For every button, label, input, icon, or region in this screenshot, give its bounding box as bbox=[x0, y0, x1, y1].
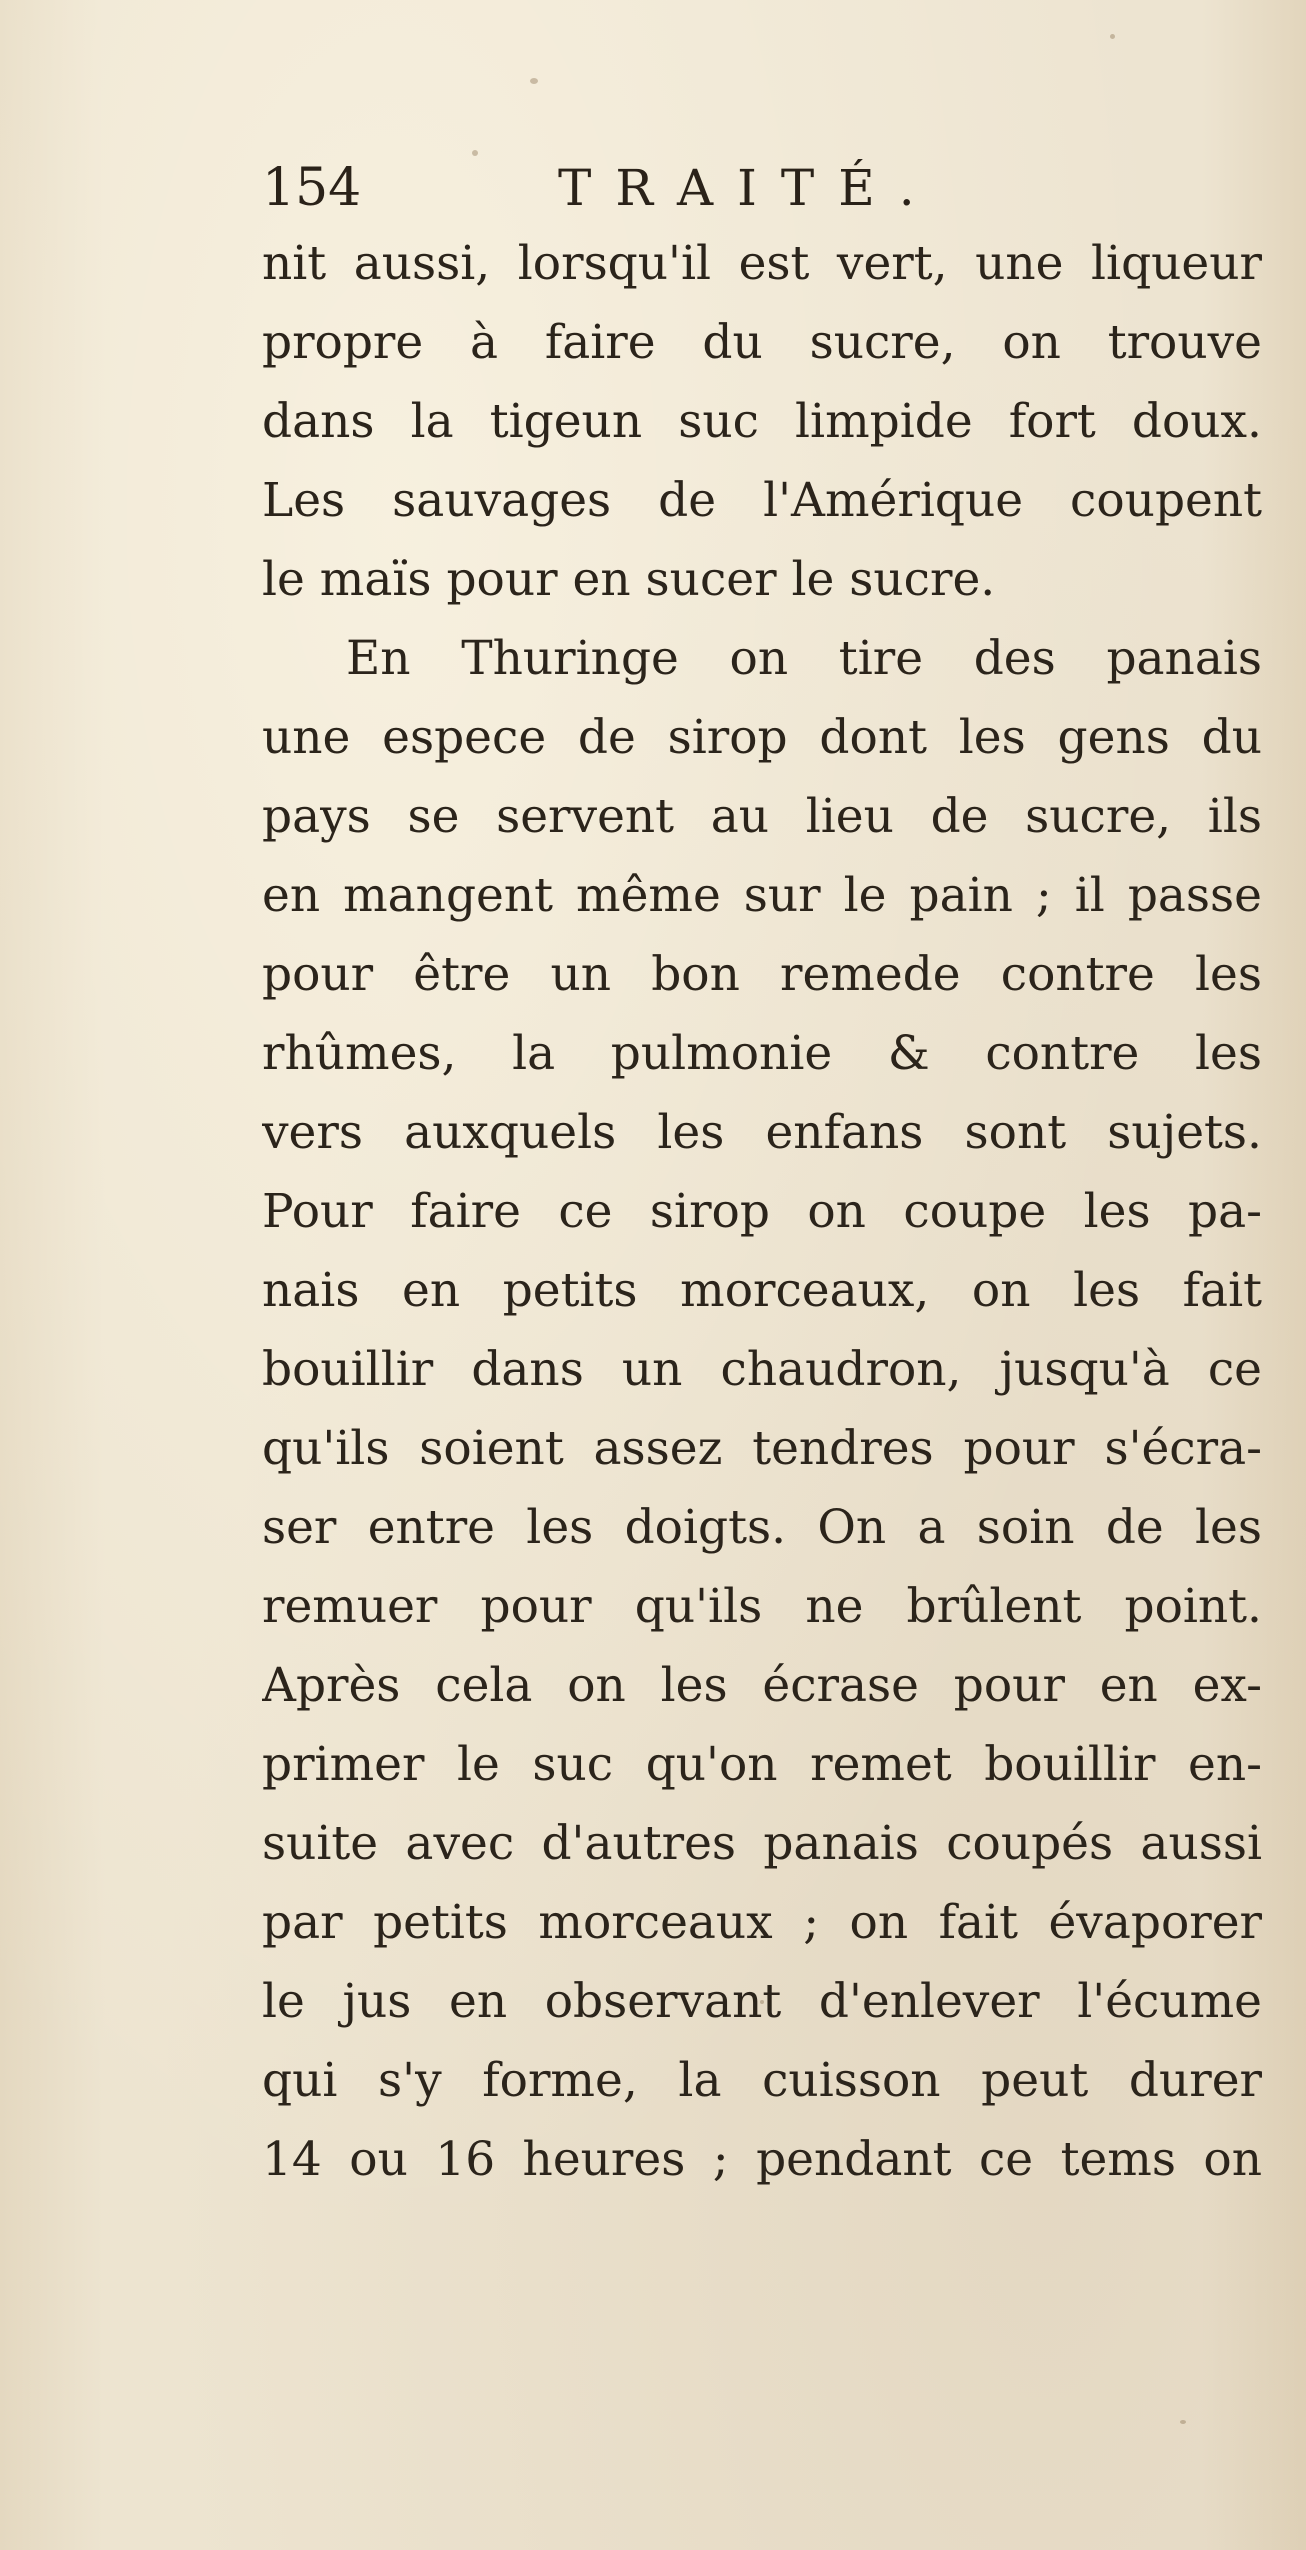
text-line: remuer pour qu'ils ne brûlent point. bbox=[262, 1579, 1262, 1634]
text-line: dans la tigeun suc limpide fort doux. bbox=[262, 394, 1262, 449]
text-line: qui s'y forme, la cuisson peut durer bbox=[262, 2053, 1262, 2108]
text-line: le jus en observant d'enlever l'écume bbox=[262, 1974, 1262, 2029]
text-line: qu'ils soient assez tendres pour s'écra- bbox=[262, 1421, 1262, 1476]
text-line: Pour faire ce sirop on coupe les pa- bbox=[262, 1184, 1262, 1239]
text-line: le maïs pour en sucer le sucre. bbox=[262, 552, 996, 607]
text-line: pays se servent au lieu de sucre, ils bbox=[262, 789, 1262, 844]
text-line: nit aussi, lorsqu'il est vert, une liqueur bbox=[262, 236, 1262, 291]
ink-speck bbox=[530, 78, 538, 84]
text-line: par petits morceaux ; on fait évaporer bbox=[262, 1895, 1262, 1950]
text-line: en mangent même sur le pain ; il passe bbox=[262, 868, 1262, 923]
text-line: une espece de sirop dont les gens du bbox=[262, 710, 1262, 765]
page-header bbox=[262, 158, 1082, 218]
text-line: propre à faire du sucre, on trouve bbox=[262, 315, 1262, 370]
ink-speck bbox=[1180, 2420, 1186, 2424]
text-line: rhûmes, la pulmonie & contre les bbox=[262, 1026, 1262, 1081]
text-line: Les sauvages de l'Amérique coupent bbox=[262, 473, 1262, 528]
ink-speck bbox=[472, 150, 478, 156]
text-line: vers auxquels les enfans sont sujets. bbox=[262, 1105, 1262, 1160]
page-number: 154 bbox=[262, 158, 362, 218]
text-line: Après cela on les écrase pour en ex- bbox=[262, 1658, 1262, 1713]
ink-speck bbox=[1110, 34, 1115, 39]
text-line: En Thuringe on tire des panais bbox=[346, 631, 1262, 686]
text-line: primer le suc qu'on remet bouillir en- bbox=[262, 1737, 1262, 1792]
text-line: nais en petits morceaux, on les fait bbox=[262, 1263, 1262, 1318]
text-line: ser entre les doigts. On a soin de les bbox=[262, 1500, 1262, 1555]
body-text bbox=[262, 224, 1262, 2199]
running-title: TRAITÉ. bbox=[558, 159, 939, 217]
text-line: suite avec d'autres panais coupés aussi bbox=[262, 1816, 1262, 1871]
text-line: bouillir dans un chaudron, jusqu'à ce bbox=[262, 1342, 1262, 1397]
text-line: pour être un bon remede contre les bbox=[262, 947, 1262, 1002]
text-line: 14 ou 16 heures ; pendant ce tems on bbox=[262, 2132, 1262, 2187]
